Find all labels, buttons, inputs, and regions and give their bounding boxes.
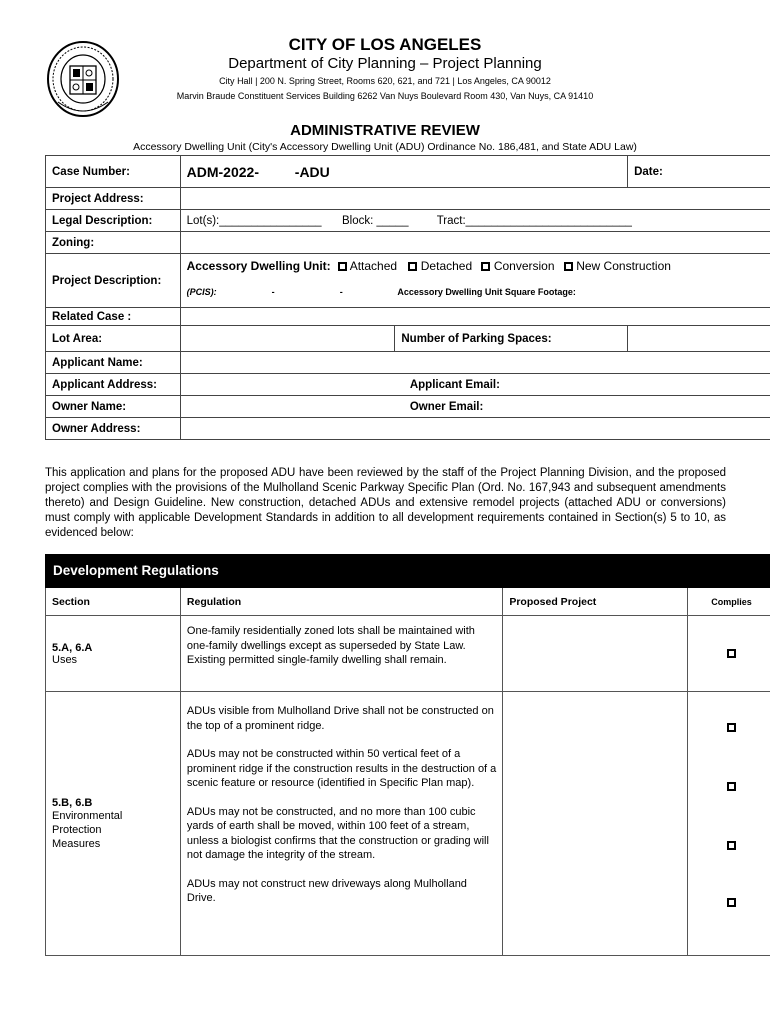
- form-subtitle: Accessory Dwelling Unit (City's Accessory Dwelling Unit (ADU) Ordinance No. 186,481, and State ADU Law): [133, 141, 637, 153]
- pcis-dash-1: -: [271, 287, 275, 297]
- row2-complies-checkbox-3[interactable]: [727, 841, 736, 850]
- attached-option-label: Attached: [349, 259, 398, 273]
- city-title: CITY OF LOS ANGELES: [288, 35, 482, 54]
- case-number-suffix: -ADU: [294, 163, 330, 180]
- row2-section-number: 5.B, 6.B: [52, 796, 93, 809]
- col-regulation-header: Regulation: [180, 588, 502, 616]
- col-section-header: Section: [46, 588, 181, 616]
- address-line-2: Marvin Braude Constituent Services Building 6262 Van Nuys Boulevard Room 430, Van Nuys, CA 91410: [176, 91, 594, 101]
- project-description-field: [180, 254, 770, 308]
- tract-blank: Tract:__________________________: [436, 214, 632, 227]
- pcis-dash-2: -: [339, 287, 343, 297]
- row2-section-name: Environmental Protection Measures: [52, 809, 123, 850]
- row2-complies-checkbox-2[interactable]: [727, 782, 736, 791]
- form-title: ADMINISTRATIVE REVIEW: [290, 122, 480, 139]
- owner-address-label: Owner Address:: [46, 418, 181, 440]
- related-case-field[interactable]: [180, 308, 770, 326]
- conversion-option-label: Conversion: [493, 259, 555, 273]
- address-line-1: City Hall | 200 N. Spring Street, Rooms 620, 621, and 721 | Los Angeles, CA 90012: [219, 76, 551, 86]
- row1-section-name: Uses: [52, 653, 78, 666]
- lot-area-field[interactable]: [180, 326, 395, 352]
- case-info-table: [45, 155, 770, 440]
- table-row: [46, 616, 770, 692]
- adu-square-footage-label: Accessory Dwelling Unit Square Footage:: [397, 287, 576, 297]
- parking-spaces-label: Number of Parking Spaces:: [395, 326, 628, 352]
- applicant-address-field[interactable]: [180, 374, 770, 396]
- conversion-checkbox[interactable]: [481, 262, 490, 271]
- row2-regulation-text-3: ADUs may not be constructed, and no more than 100 cubic yards of earth shall be moved, within 100 feet of a stream, unless a biologist confirms that the construction or grading will not damage the integrity of the stream.: [186, 805, 489, 861]
- new-construction-checkbox[interactable]: [564, 262, 573, 271]
- development-regulations-table: [45, 554, 770, 956]
- date-field[interactable]: [628, 156, 770, 188]
- col-proposed-header: Proposed Project: [503, 588, 688, 616]
- attached-checkbox[interactable]: [338, 262, 347, 271]
- table-row: [46, 692, 770, 956]
- row1-complies-checkbox[interactable]: [727, 649, 736, 658]
- row2-complies-checkbox-1[interactable]: [727, 723, 736, 732]
- zoning-label: Zoning:: [46, 232, 181, 254]
- case-number-label: Case Number:: [46, 156, 181, 188]
- case-number-field[interactable]: [180, 156, 627, 188]
- col-complies-header: Complies: [688, 588, 770, 616]
- row1-proposed-field[interactable]: [503, 616, 688, 692]
- owner-name-field[interactable]: [180, 396, 770, 418]
- row2-regulation-text-4: ADUs may not construct new driveways along Mulholland Drive.: [186, 877, 467, 904]
- lot-area-label: Lot Area:: [46, 326, 181, 352]
- new-construction-option-label: New Construction: [576, 259, 671, 273]
- department-title: Department of City Planning – Project Planning: [228, 55, 542, 72]
- detached-option-label: Detached: [420, 259, 473, 273]
- date-label: Date:: [634, 165, 663, 178]
- row2-regulation-text-1: ADUs visible from Mulholland Drive shall not be constructed on the top of a prominent ridge.: [186, 705, 494, 732]
- project-address-field[interactable]: [180, 188, 770, 210]
- lot-blank: Lot(s):________________: [186, 214, 322, 227]
- block-blank: Block: _____: [341, 214, 409, 227]
- legal-description-field[interactable]: [180, 210, 770, 232]
- project-description-label: Project Description:: [46, 254, 181, 308]
- intro-paragraph: This application and plans for the proposed ADU have been reviewed by the staff of the Project Planning Division, and the proposed project complies with the provisions of the Mulholland Scenic Parkway Specific Plan (Ord. No. 167,943 and subsequent amendments thereto) and Design Guideline. New construction, detached ADUs and extensive remodel projects (attached ADU or conversions) must comply with applicable Development Standards in addition to all development requirements contained in Section(s) 5 to 10, as evidenced below:: [45, 467, 726, 539]
- applicant-name-label: Applicant Name:: [46, 352, 181, 374]
- row2-proposed-field[interactable]: [503, 692, 688, 956]
- owner-email-label: Owner Email:: [409, 400, 484, 413]
- owner-address-field[interactable]: [180, 418, 770, 440]
- adu-type-label: Accessory Dwelling Unit:: [186, 259, 331, 273]
- related-case-label: Related Case :: [46, 308, 181, 326]
- row1-section-number: 5.A, 6.A: [52, 641, 93, 654]
- pcis-label: (PCIS):: [186, 287, 217, 297]
- parking-spaces-field[interactable]: [628, 326, 770, 352]
- owner-name-label: Owner Name:: [46, 396, 181, 418]
- case-number-prefix: ADM-2022-: [186, 163, 259, 180]
- legal-description-label: Legal Description:: [46, 210, 181, 232]
- regulations-title: Development Regulations: [46, 555, 770, 588]
- row2-regulation-text-2: ADUs may not be constructed within 50 vertical feet of a prominent ridge if the construction results in the destruction of a scenic feature or resource (identified in Specific Plan map).: [186, 748, 497, 789]
- applicant-name-field[interactable]: [180, 352, 770, 374]
- zoning-field[interactable]: [180, 232, 770, 254]
- row1-regulation-text: One-family residentially zoned lots shall be maintained with one-family dwellings except as superseded by State Law. Existing permitted single-family dwelling shall remain.: [180, 616, 502, 692]
- applicant-address-label: Applicant Address:: [46, 374, 181, 396]
- applicant-email-label: Applicant Email:: [409, 378, 500, 391]
- project-address-label: Project Address:: [46, 188, 181, 210]
- row2-complies-checkbox-4[interactable]: [727, 898, 736, 907]
- detached-checkbox[interactable]: [408, 262, 417, 271]
